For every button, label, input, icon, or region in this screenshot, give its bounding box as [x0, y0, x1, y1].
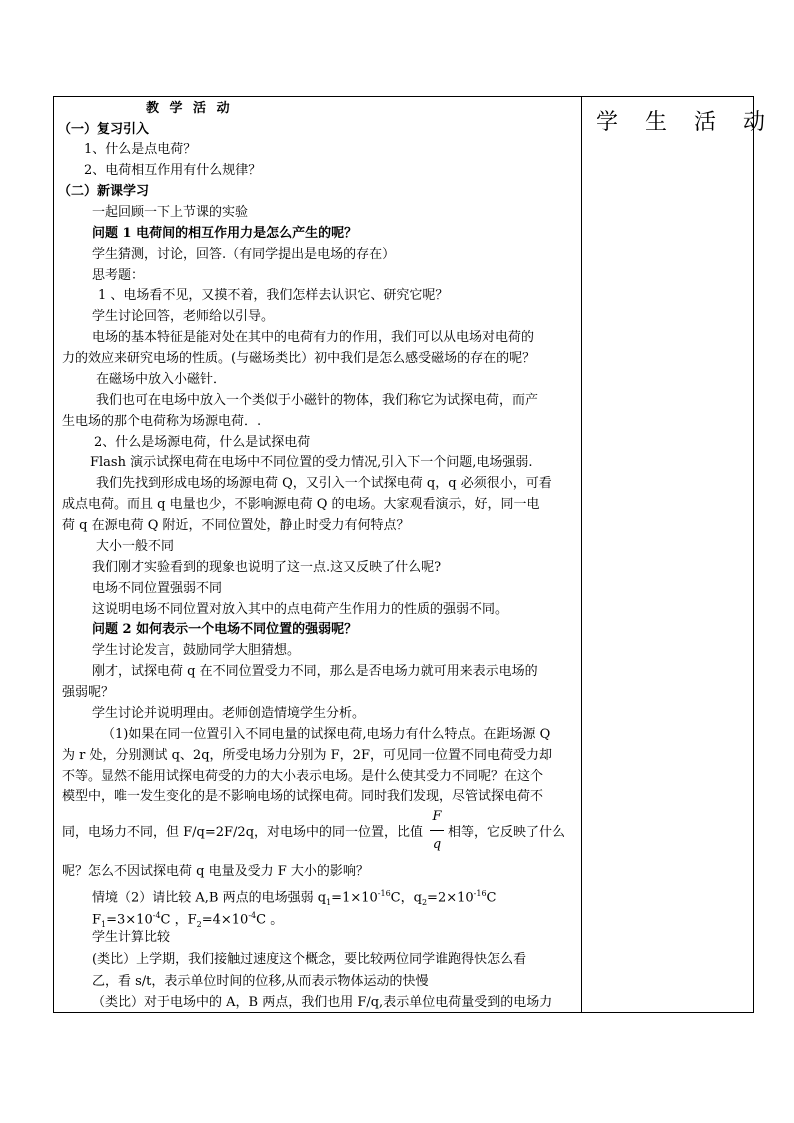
- force-symbol: F: [92, 912, 102, 928]
- text-line: 思考题：: [92, 268, 145, 283]
- subscript: 1: [101, 919, 107, 929]
- text-line: 在磁场中放入小磁针．: [96, 372, 227, 387]
- text-span: C 。: [256, 912, 284, 928]
- subscript: 2: [421, 897, 428, 907]
- text-line: 模型中，唯一发生变化的是不影响电场的试探电荷。同时我们发现，尽管试探电荷不: [62, 789, 544, 804]
- text-line: 学生讨论发言，鼓励同学大胆猜想。: [92, 643, 301, 658]
- text-span: =2×10: [427, 890, 474, 906]
- text-span: C，q: [390, 890, 422, 906]
- subscript: 2: [196, 919, 202, 929]
- superscript: -16: [473, 889, 487, 898]
- text-line: 2、什么是场源电荷，什么是试探电荷: [94, 435, 311, 450]
- text-line: 强弱呢？: [62, 685, 115, 700]
- superscript: -16: [377, 889, 391, 898]
- text-line: 学生猜测，讨论，回答.（有同学提出是电场的存在）: [92, 247, 396, 262]
- review-question-1: 1、什么是点电荷？: [84, 142, 197, 157]
- text-span: C ，F: [160, 912, 197, 928]
- text-line: 乙，看 s/t，表示单位时间的位移,从而表示物体运动的快慢: [92, 974, 429, 989]
- text-span: =4×10: [201, 912, 249, 928]
- teaching-activity-header: 教 学 活 动: [146, 101, 233, 116]
- text-span: =1×10: [331, 890, 378, 906]
- text-line: （1)如果在同一位置引入不同电量的试探电荷,电场力有什么特点。在距场源 Q: [102, 727, 551, 742]
- text-line: 我们刚才实验看到的现象也说明了这一点.这又反映了什么呢?: [92, 560, 442, 575]
- text-span: C: [486, 890, 497, 906]
- subscript: 1: [326, 897, 332, 907]
- text-line: 我们也可在电场中放入一个类似于小磁针的物体，我们称它为试探电荷，而产: [96, 393, 539, 408]
- question-1: 问题 1 电荷间的相互作用力是怎么产生的呢？: [92, 226, 358, 241]
- text-line: 学生计算比较: [92, 930, 171, 945]
- teaching-activity-column: [54, 97, 581, 1012]
- text-line: Flash 演示试探电荷在电场中不同位置的受力情况,引入下一个问题,电场强弱.: [90, 455, 533, 470]
- text-line: (类比）上学期，我们接触过速度这个概念，要比较两位同学谁跑得快怎么看: [92, 952, 527, 967]
- text-line: 相等，它反映了什么: [448, 825, 566, 840]
- superscript: -4: [152, 911, 161, 920]
- text-line: 刚才，试探电荷 q 在不同位置受力不同，那么是否电场力就可用来表示电场的: [92, 664, 538, 679]
- text-line: 我们先找到形成电场的场源电荷 Q，又引入一个试探电荷 q，q 必须很小，可看: [96, 476, 552, 491]
- text-span: 情境（2）请比较 A,B 两点的电场强弱 q: [92, 890, 327, 906]
- text-line: 为 r 处，分别测试 q、2q，所受电场力分别为 F，2F，可见同一位置不同电荷受力却: [62, 748, 552, 763]
- text-line: 不等。显然不能用试探电荷受的力的大小表示电场。是什么使其受力不同呢？在这个: [62, 769, 544, 784]
- text-span: =3×10: [106, 912, 153, 928]
- student-activity-column: [582, 97, 775, 1012]
- student-activity-header: 学 生 活 动: [596, 110, 775, 135]
- lesson-table: [53, 96, 775, 1013]
- text-line: 成点电荷。而且 q 电量也少，不影响源电荷 Q 的电场。大家观看演示，好，同一电: [62, 497, 540, 512]
- text-line: 学生讨论回答，老师给以引导。: [92, 309, 275, 324]
- text-line: （类比）对于电场中的 A，B 两点，我们也用 F/q,表示单位电荷量受到的电场力: [92, 995, 553, 1010]
- text-line: 生电场的那个电荷称为场源电荷．.: [62, 414, 262, 429]
- section-review: （一）复习引入: [58, 122, 150, 137]
- review-question-2: 2、电荷相互作用有什么规律？: [84, 163, 262, 178]
- text-line: 荷 q 在源电荷 Q 附近，不同位置处，静止时受力有何特点？: [62, 518, 410, 533]
- text-line: 大小一般不同: [96, 539, 175, 554]
- section-new-lesson: （二）新课学习: [58, 184, 150, 199]
- question-2: 问题 2 如何表示一个电场不同位置的强弱呢？: [92, 622, 358, 637]
- text-line: 学生讨论并说明理由。老师创造情境学生分析。: [92, 706, 366, 721]
- text-line: 呢？怎么不因试探电荷 q 电量及受力 F 大小的影响？: [62, 864, 369, 879]
- fraction-numerator: F: [432, 809, 442, 824]
- text-line: 一起回顾一下上节课的实验: [92, 205, 249, 220]
- fraction-bar: [430, 830, 444, 831]
- text-line: 这说明电场不同位置对放入其中的点电荷产生作用力的性质的强弱不同。: [92, 602, 509, 617]
- text-line: 力的效应来研究电场的性质。(与磁场类比）初中我们是怎么感受磁场的存在的呢？: [62, 351, 536, 366]
- text-line: 电场的基本特征是能对处在其中的电荷有力的作用，我们可以从电场对电荷的: [92, 330, 535, 345]
- text-line: 同，电场力不同，但 F/q=2F/2q，对电场中的同一位置，比值: [62, 825, 424, 840]
- fraction-denominator: q: [432, 837, 442, 852]
- superscript: -4: [248, 911, 257, 920]
- text-line: 电场不同位置强弱不同: [92, 581, 223, 596]
- text-line: 1 、电场看不见，又摸不着，我们怎样去认识它、研究它呢？: [98, 288, 449, 303]
